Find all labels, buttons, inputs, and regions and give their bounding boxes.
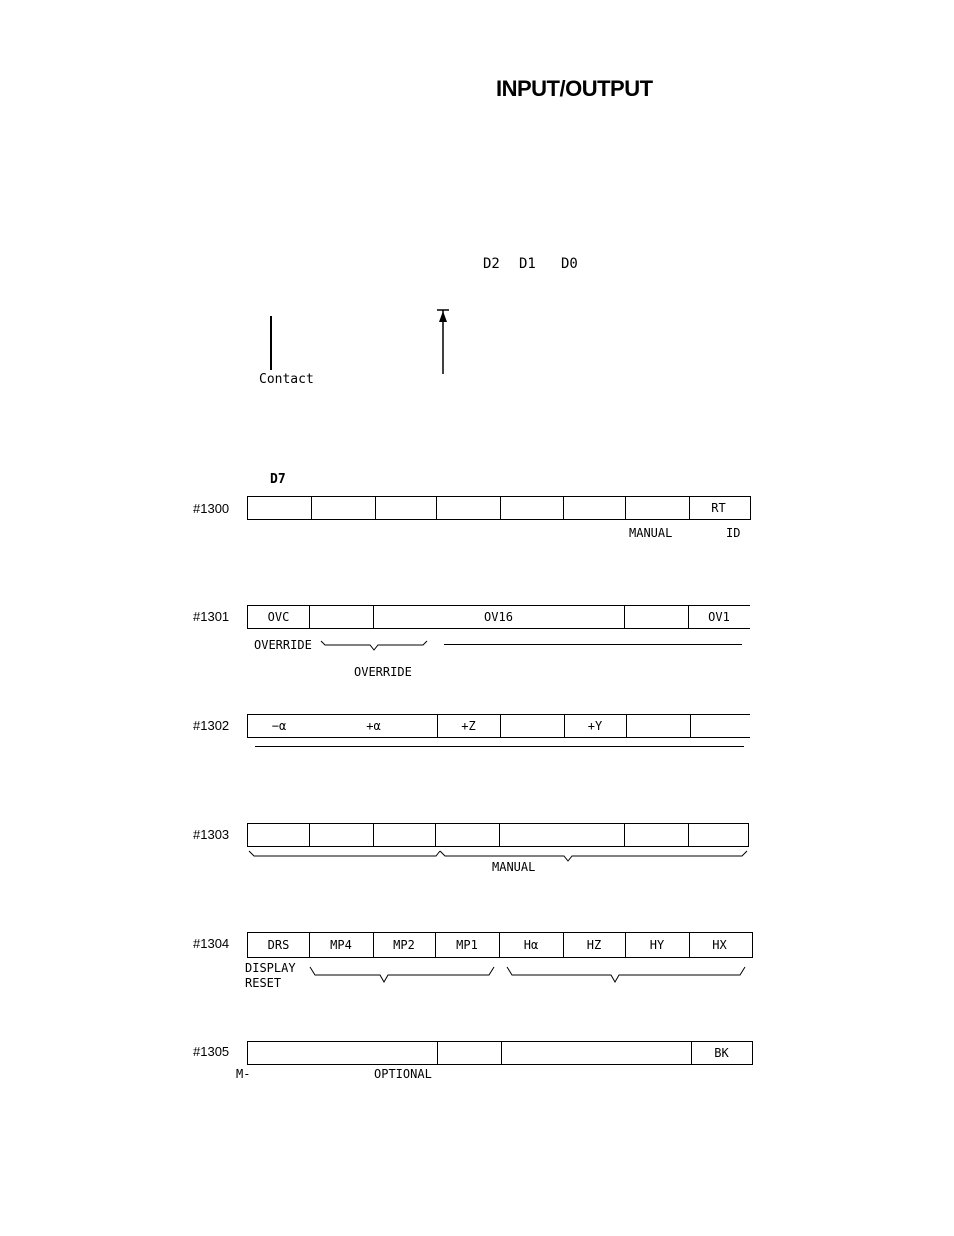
brace xyxy=(320,639,428,651)
annotation: DISPLAY xyxy=(245,961,296,975)
bit-cell xyxy=(248,824,310,846)
bit-cell: MP4 xyxy=(309,933,374,957)
bit-cell: −α xyxy=(271,719,287,733)
bit-cell: OVC xyxy=(248,606,310,628)
bit-cell: OV1 xyxy=(708,610,730,624)
bit-cell xyxy=(563,497,626,519)
bit-cell xyxy=(248,497,312,519)
register-row-1304 xyxy=(247,932,753,958)
bit-cell xyxy=(625,497,690,519)
bit-cell: MP2 xyxy=(373,933,436,957)
bit-cell: RT xyxy=(711,501,726,515)
annotation: OVERRIDE xyxy=(354,665,412,679)
annotation: RESET xyxy=(245,976,282,990)
bit-cell: HY xyxy=(625,933,690,957)
bit-cell xyxy=(309,606,374,628)
register-row-1305 xyxy=(247,1041,753,1065)
annotation: MANUAL xyxy=(492,860,536,874)
register-row-1303 xyxy=(247,823,749,847)
annotation: MANUAL xyxy=(629,526,673,540)
bit-cell: HZ xyxy=(563,933,626,957)
bit-cell: BK xyxy=(714,1046,729,1060)
bit-cell: +Z xyxy=(437,715,501,737)
register-id-1302: #1302 xyxy=(193,718,230,733)
bit-cell xyxy=(437,1042,502,1064)
register-id-1301: #1301 xyxy=(193,609,230,624)
annotation: OVERRIDE xyxy=(254,638,312,652)
bit-cell: DRS xyxy=(248,933,310,957)
register-id-1300: #1300 xyxy=(193,501,230,516)
bit-cell: +Y xyxy=(564,715,627,737)
bit-label-d1: D1 xyxy=(519,256,536,272)
bit-cell xyxy=(435,824,500,846)
bit-cell: OV16 xyxy=(373,606,625,628)
bit-cell: HX xyxy=(712,938,727,952)
bit-cell: +α xyxy=(310,715,438,737)
brace xyxy=(308,966,748,984)
contact-line xyxy=(270,316,272,370)
divider xyxy=(255,746,744,747)
bit-cell xyxy=(688,824,748,846)
bit-cell xyxy=(500,715,565,737)
register-id-1305: #1305 xyxy=(193,1044,230,1059)
bit-label-d0: D0 xyxy=(561,256,578,272)
bit-cell xyxy=(436,497,501,519)
arrow-up-icon xyxy=(432,308,454,378)
bit-cell xyxy=(373,824,436,846)
bit-cell xyxy=(626,715,691,737)
bit-cell xyxy=(690,715,750,737)
annotation: M- xyxy=(236,1067,251,1081)
register-id-1303: #1303 xyxy=(193,827,230,842)
register-id-1304: #1304 xyxy=(193,936,230,951)
d7-label: D7 xyxy=(270,472,286,487)
bit-cell xyxy=(624,824,689,846)
bit-cell xyxy=(499,824,625,846)
bit-cell: Hα xyxy=(499,933,564,957)
bit-cell xyxy=(501,1042,692,1064)
bit-cell xyxy=(248,1042,438,1064)
bit-cell xyxy=(309,824,374,846)
annotation: ID xyxy=(726,526,741,540)
register-row-1300 xyxy=(247,496,751,520)
bit-cell xyxy=(375,497,437,519)
divider xyxy=(444,644,742,645)
bit-cell: MP1 xyxy=(435,933,500,957)
page-title: INPUT/OUTPUT xyxy=(496,76,653,101)
register-row-1302 xyxy=(247,714,750,738)
contact-label: Contact xyxy=(259,372,314,387)
bit-label-d2: D2 xyxy=(483,256,500,272)
bit-cell xyxy=(500,497,564,519)
register-row-1301 xyxy=(247,605,750,629)
annotation: OPTIONAL xyxy=(374,1067,432,1081)
bit-cell xyxy=(624,606,689,628)
bit-cell xyxy=(311,497,376,519)
